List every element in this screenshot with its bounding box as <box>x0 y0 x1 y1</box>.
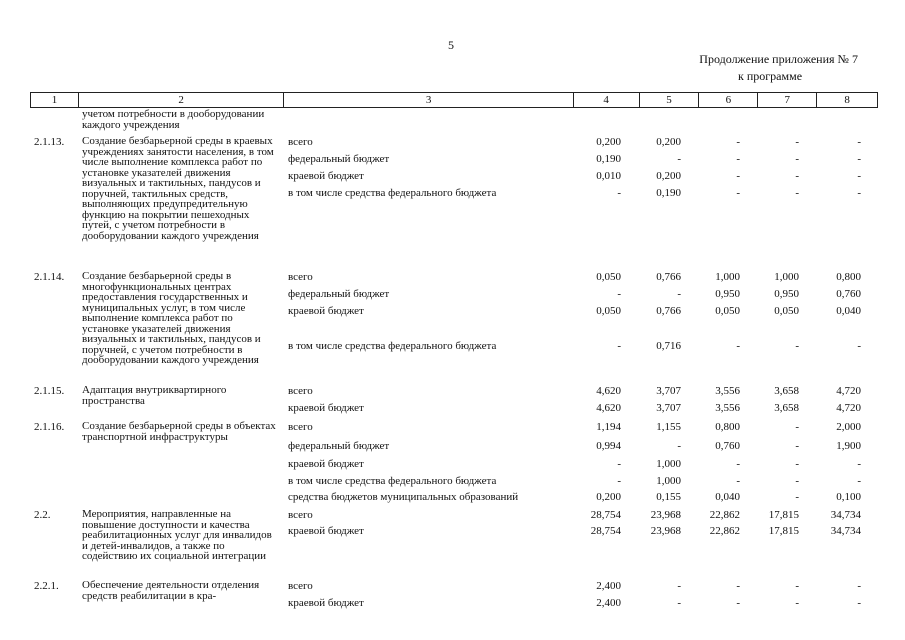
value-cell: - <box>617 340 621 352</box>
funding-label: средства бюджетов муниципальных образований <box>288 491 519 503</box>
value-cell: 0,994 <box>596 440 621 452</box>
value-cell: - <box>795 475 799 487</box>
row-code: 2.1.15. <box>34 385 65 397</box>
funding-line <box>0 153 905 167</box>
value-cell: 34,734 <box>830 525 861 537</box>
value-cell: - <box>677 580 681 592</box>
page-number: 5 <box>448 38 454 52</box>
value-cell: 4,620 <box>596 402 621 414</box>
appendix-header-line2: к программе <box>738 69 803 83</box>
funding-label: краевой бюджет <box>288 305 364 317</box>
value-cell: - <box>795 440 799 452</box>
row-name: Создание безбарьерной среды в краевых учреждениях занятости населения, в том числе выполнение комплекса работ по установке указателей движения визуальных и тактильных, пандусов и поручней, тактильных средств, выполняющих предупредительную функцию на покрытии пешеходных путей, с учетом потребности в дооборудовании каждого учреждения <box>82 135 274 242</box>
value-cell: 0,950 <box>715 288 740 300</box>
value-cell: 0,760 <box>715 440 740 452</box>
row-code: 2.1.16. <box>34 421 65 433</box>
value-cell: 4,620 <box>596 385 621 397</box>
value-cell: - <box>736 475 740 487</box>
value-cell: 23,968 <box>650 509 681 521</box>
value-cell: 4,720 <box>836 402 861 414</box>
value-cell: 0,766 <box>656 305 681 317</box>
value-cell: - <box>736 340 740 352</box>
funding-line <box>0 288 905 302</box>
funding-label: федеральный бюджет <box>288 153 390 165</box>
row-name: Обеспечение деятельности отделения средств реабилитации в кра- <box>82 579 260 602</box>
funding-label: всего <box>288 580 313 592</box>
row-name: Адаптация внутриквартирного пространства <box>82 384 227 407</box>
value-cell: - <box>795 340 799 352</box>
funding-label: краевой бюджет <box>288 458 364 470</box>
value-cell: 0,800 <box>836 271 861 283</box>
column-header: 2 <box>78 93 284 107</box>
value-cell: - <box>857 475 861 487</box>
funding-line <box>0 187 905 201</box>
funding-line <box>0 491 905 505</box>
value-cell: - <box>857 153 861 165</box>
funding-line <box>0 509 905 523</box>
value-cell: - <box>795 491 799 503</box>
value-cell: - <box>677 440 681 452</box>
value-cell: 0,190 <box>656 187 681 199</box>
value-cell: 0,100 <box>836 491 861 503</box>
value-cell: 3,556 <box>715 402 740 414</box>
value-cell: - <box>736 458 740 470</box>
funding-line <box>0 475 905 489</box>
value-cell: - <box>736 597 740 609</box>
value-cell: 1,900 <box>836 440 861 452</box>
value-cell: 17,815 <box>768 509 799 521</box>
value-cell: 0,050 <box>715 305 740 317</box>
row-name: Создание безбарьерной среды в многофункциональных центрах предоставления государственных и муниципальных услуг, в том числе выполнение комплекса работ по установке указателей движения визуальных и тактильных, пандусов и поручней, с учетом потребности в дооборудовании каждого учреждения <box>82 270 261 366</box>
value-cell: - <box>795 136 799 148</box>
value-cell: 2,400 <box>596 597 621 609</box>
value-cell: 0,716 <box>656 340 681 352</box>
value-cell: - <box>857 136 861 148</box>
value-cell: - <box>736 187 740 199</box>
value-cell: - <box>795 458 799 470</box>
row-name: Мероприятия, направленные на повышение доступности и качества реабилитационных услуг для инвалидов и детей-инвалидов, а также по содействию их социальной интеграции <box>82 508 272 562</box>
funding-label: всего <box>288 421 313 433</box>
value-cell: 0,200 <box>656 136 681 148</box>
value-cell: 0,040 <box>715 491 740 503</box>
value-cell: 3,658 <box>774 385 799 397</box>
value-cell: 3,707 <box>656 385 681 397</box>
value-cell: - <box>795 597 799 609</box>
funding-line <box>0 525 905 539</box>
value-cell: - <box>617 288 621 300</box>
column-header: 6 <box>698 93 757 107</box>
column-header: 4 <box>573 93 639 107</box>
value-cell: 1,000 <box>774 271 799 283</box>
value-cell: 3,658 <box>774 402 799 414</box>
table-header-row <box>30 92 878 108</box>
column-header: 3 <box>283 93 572 107</box>
value-cell: - <box>617 187 621 199</box>
funding-label: в том числе средства федерального бюджета <box>288 187 497 199</box>
funding-line <box>0 305 905 319</box>
value-cell: - <box>736 170 740 182</box>
funding-line <box>0 385 905 399</box>
value-cell: 1,155 <box>656 421 681 433</box>
value-cell: 22,862 <box>709 525 740 537</box>
value-cell: - <box>795 580 799 592</box>
funding-line <box>0 170 905 184</box>
value-cell: 0,950 <box>774 288 799 300</box>
value-cell: - <box>617 475 621 487</box>
value-cell: 0,190 <box>596 153 621 165</box>
funding-line <box>0 458 905 472</box>
value-cell: 0,155 <box>656 491 681 503</box>
value-cell: 0,760 <box>836 288 861 300</box>
value-cell: - <box>677 153 681 165</box>
funding-label: всего <box>288 509 313 521</box>
value-cell: - <box>677 288 681 300</box>
value-cell: - <box>857 170 861 182</box>
funding-label: федеральный бюджет <box>288 288 390 300</box>
value-cell: - <box>677 597 681 609</box>
value-cell: 2,000 <box>836 421 861 433</box>
value-cell: 1,000 <box>715 271 740 283</box>
value-cell: 17,815 <box>768 525 799 537</box>
value-cell: 22,862 <box>709 509 740 521</box>
value-cell: - <box>857 340 861 352</box>
value-cell: 0,200 <box>596 136 621 148</box>
value-cell: 1,000 <box>656 475 681 487</box>
value-cell: - <box>857 597 861 609</box>
value-cell: - <box>857 580 861 592</box>
value-cell: 34,734 <box>830 509 861 521</box>
value-cell: - <box>795 153 799 165</box>
value-cell: 0,200 <box>656 170 681 182</box>
value-cell: 28,754 <box>590 525 621 537</box>
value-cell: 0,766 <box>656 271 681 283</box>
value-cell: 1,000 <box>656 458 681 470</box>
funding-label: краевой бюджет <box>288 170 364 182</box>
value-cell: 0,050 <box>596 305 621 317</box>
column-header: 1 <box>51 94 58 106</box>
value-cell: - <box>857 187 861 199</box>
value-cell: - <box>736 153 740 165</box>
funding-line <box>0 580 905 594</box>
value-cell: 0,010 <box>596 170 621 182</box>
column-header: 5 <box>639 93 699 107</box>
value-cell: 2,400 <box>596 580 621 592</box>
funding-label: всего <box>288 385 313 397</box>
funding-line <box>0 402 905 416</box>
value-cell: 1,194 <box>596 421 621 433</box>
column-header: 7 <box>757 93 816 107</box>
funding-label: федеральный бюджет <box>288 440 390 452</box>
continuation-text: учетом потребности в дооборудовании каждого учреждения <box>82 108 265 131</box>
value-cell: 3,707 <box>656 402 681 414</box>
column-header: 8 <box>816 93 877 107</box>
row-code: 2.1.13. <box>34 136 65 148</box>
value-cell: 3,556 <box>715 385 740 397</box>
value-cell: - <box>795 421 799 433</box>
value-cell: - <box>857 458 861 470</box>
value-cell: - <box>736 580 740 592</box>
value-cell: - <box>736 136 740 148</box>
funding-line <box>0 597 905 611</box>
funding-line <box>0 440 905 454</box>
value-cell: 28,754 <box>590 509 621 521</box>
funding-label: краевой бюджет <box>288 402 364 414</box>
value-cell: 0,040 <box>836 305 861 317</box>
value-cell: 0,050 <box>774 305 799 317</box>
value-cell: - <box>795 187 799 199</box>
value-cell: 0,200 <box>596 491 621 503</box>
value-cell: 0,800 <box>715 421 740 433</box>
appendix-header-line1: Продолжение приложения № 7 <box>699 52 858 66</box>
funding-line <box>0 136 905 150</box>
row-code: 2.1.14. <box>34 271 65 283</box>
funding-label: краевой бюджет <box>288 597 364 609</box>
value-cell: 4,720 <box>836 385 861 397</box>
value-cell: 23,968 <box>650 525 681 537</box>
value-cell: 0,050 <box>596 271 621 283</box>
row-code: 2.2. <box>34 509 51 521</box>
row-code: 2.2.1. <box>34 580 59 592</box>
funding-label: всего <box>288 271 313 283</box>
funding-line <box>0 421 905 435</box>
row-name: Создание безбарьерной среды в объектах транспортной инфраструктуры <box>82 420 276 443</box>
funding-line <box>0 271 905 285</box>
value-cell: - <box>617 458 621 470</box>
funding-label: всего <box>288 136 313 148</box>
funding-line <box>0 340 905 354</box>
funding-label: в том числе средства федерального бюджета <box>288 340 497 352</box>
value-cell: - <box>795 170 799 182</box>
funding-label: в том числе средства федерального бюджета <box>288 475 497 487</box>
funding-label: краевой бюджет <box>288 525 364 537</box>
